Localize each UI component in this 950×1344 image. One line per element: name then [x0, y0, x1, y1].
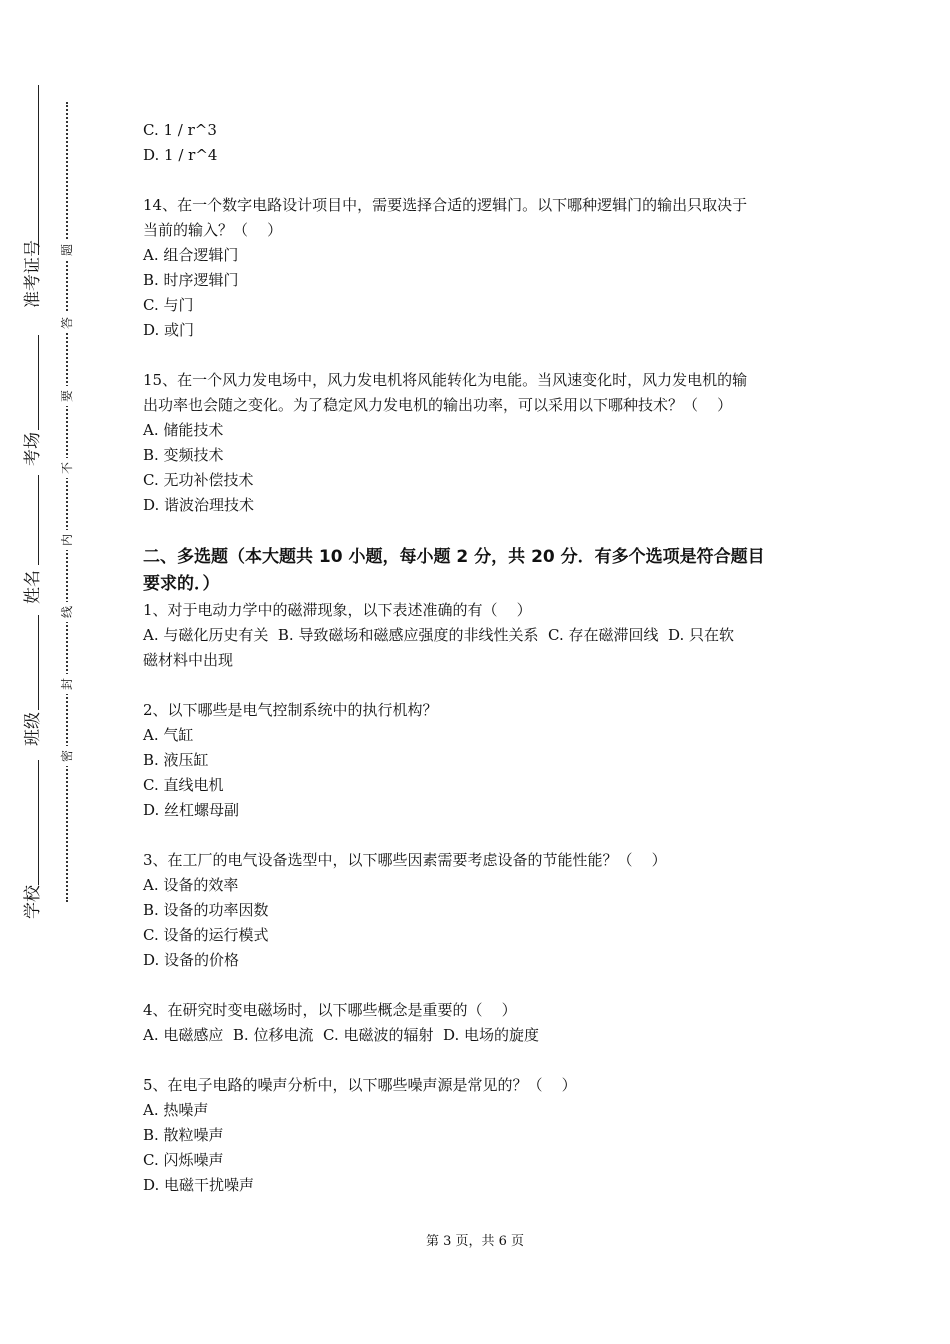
option: C. 直线电机	[143, 776, 224, 794]
multi-question-5	[143, 1073, 813, 1198]
question-15	[143, 368, 813, 518]
section-title: 二、多选题（本大题共 10 小题，每小题 2 分，共 20 分．有多个选项是符合题目	[143, 547, 765, 567]
option: C. 设备的运行模式	[143, 926, 269, 944]
question-stem: 14、在一个数字电路设计项目中，需要选择合适的逻辑门。以下哪种逻辑门的输出只取决于	[143, 196, 748, 214]
option: C. 1 / r^3	[143, 121, 217, 139]
options-line: A. 与磁化历史有关 B. 导致磁场和磁感应强度的非线性关系 C. 存在磁滞回线 D. 只在软	[143, 626, 735, 644]
option: A. 气缸	[143, 726, 194, 744]
question-stem: 出功率也会随之变化。为了稳定风力发电机的输出功率，可以采用以下哪种技术？（ ）	[143, 396, 733, 414]
field-underline	[38, 85, 39, 255]
option: D. 电磁干扰噪声	[143, 1176, 255, 1194]
option: D. 或门	[143, 321, 195, 339]
option: B. 散粒噪声	[143, 1126, 224, 1144]
option: A. 组合逻辑门	[143, 246, 239, 264]
page-footer: 第 3 页，共 6 页	[425, 1234, 525, 1249]
field-underline	[38, 760, 39, 885]
options-line: 磁材料中出现	[143, 651, 234, 669]
multi-question-4	[143, 998, 813, 1048]
seal-char: 封	[57, 674, 77, 694]
option: D. 丝杠螺母副	[143, 801, 240, 819]
seal-char: 要	[57, 386, 77, 406]
section-2-heading	[143, 544, 813, 598]
field-underline	[38, 335, 39, 430]
seal-char: 内	[57, 530, 77, 550]
multi-question-3	[143, 848, 813, 973]
option: B. 设备的功率因数	[143, 901, 269, 919]
option: A. 储能技术	[143, 421, 224, 439]
field-underline	[38, 475, 39, 565]
binding-margin	[0, 0, 110, 1344]
seal-char: 密	[57, 746, 77, 766]
seal-char: 不	[57, 458, 77, 478]
field-underline	[38, 615, 39, 710]
option: A. 热噪声	[143, 1101, 209, 1119]
question-stem: 2、以下哪些是电气控制系统中的执行机构？	[143, 701, 438, 719]
question-stem: 15、在一个风力发电场中，风力发电机将风能转化为电能。当风速变化时，风力发电机的输	[143, 371, 748, 389]
multi-question-1	[143, 598, 813, 673]
option: C. 与门	[143, 296, 194, 314]
question-stem: 4、在研究时变电磁场时，以下哪些概念是重要的（ ）	[143, 1001, 517, 1019]
option: D. 设备的价格	[143, 951, 240, 969]
school-label: 学校	[23, 885, 43, 919]
seal-char: 答	[57, 313, 77, 333]
option: D. 谐波治理技术	[143, 496, 255, 514]
option: B. 液压缸	[143, 751, 209, 769]
option: D. 1 / r^4	[143, 146, 218, 164]
exam-number-label: 准考证号	[23, 240, 43, 308]
question-14	[143, 193, 813, 343]
option: C. 闪烁噪声	[143, 1151, 224, 1169]
seal-dotted-line	[66, 102, 68, 902]
section-title: 要求的．）	[143, 574, 220, 594]
option: B. 时序逻辑门	[143, 271, 239, 289]
question-stem: 3、在工厂的电气设备选型中，以下哪些因素需要考虑设备的节能性能？（ ）	[143, 851, 667, 869]
class-label: 班级	[23, 712, 43, 746]
options-line: A. 电磁感应 B. 位移电流 C. 电磁波的辐射 D. 电场的旋度	[143, 1026, 540, 1044]
exam-room-label: 考场	[23, 432, 43, 466]
name-label: 姓名	[23, 570, 43, 604]
seal-char: 题	[57, 240, 77, 260]
seal-char: 线	[57, 602, 77, 622]
option: B. 变频技术	[143, 446, 224, 464]
question-stem: 当前的输入？（ ）	[143, 221, 283, 239]
option: A. 设备的效率	[143, 876, 239, 894]
option: C. 无功补偿技术	[143, 471, 254, 489]
exam-content	[143, 118, 813, 1198]
question-13-tail	[143, 118, 813, 168]
question-stem: 1、对于电动力学中的磁滞现象，以下表述准确的有（ ）	[143, 601, 532, 619]
multi-question-2	[143, 698, 813, 823]
question-stem: 5、在电子电路的噪声分析中，以下哪些噪声源是常见的？（ ）	[143, 1076, 577, 1094]
